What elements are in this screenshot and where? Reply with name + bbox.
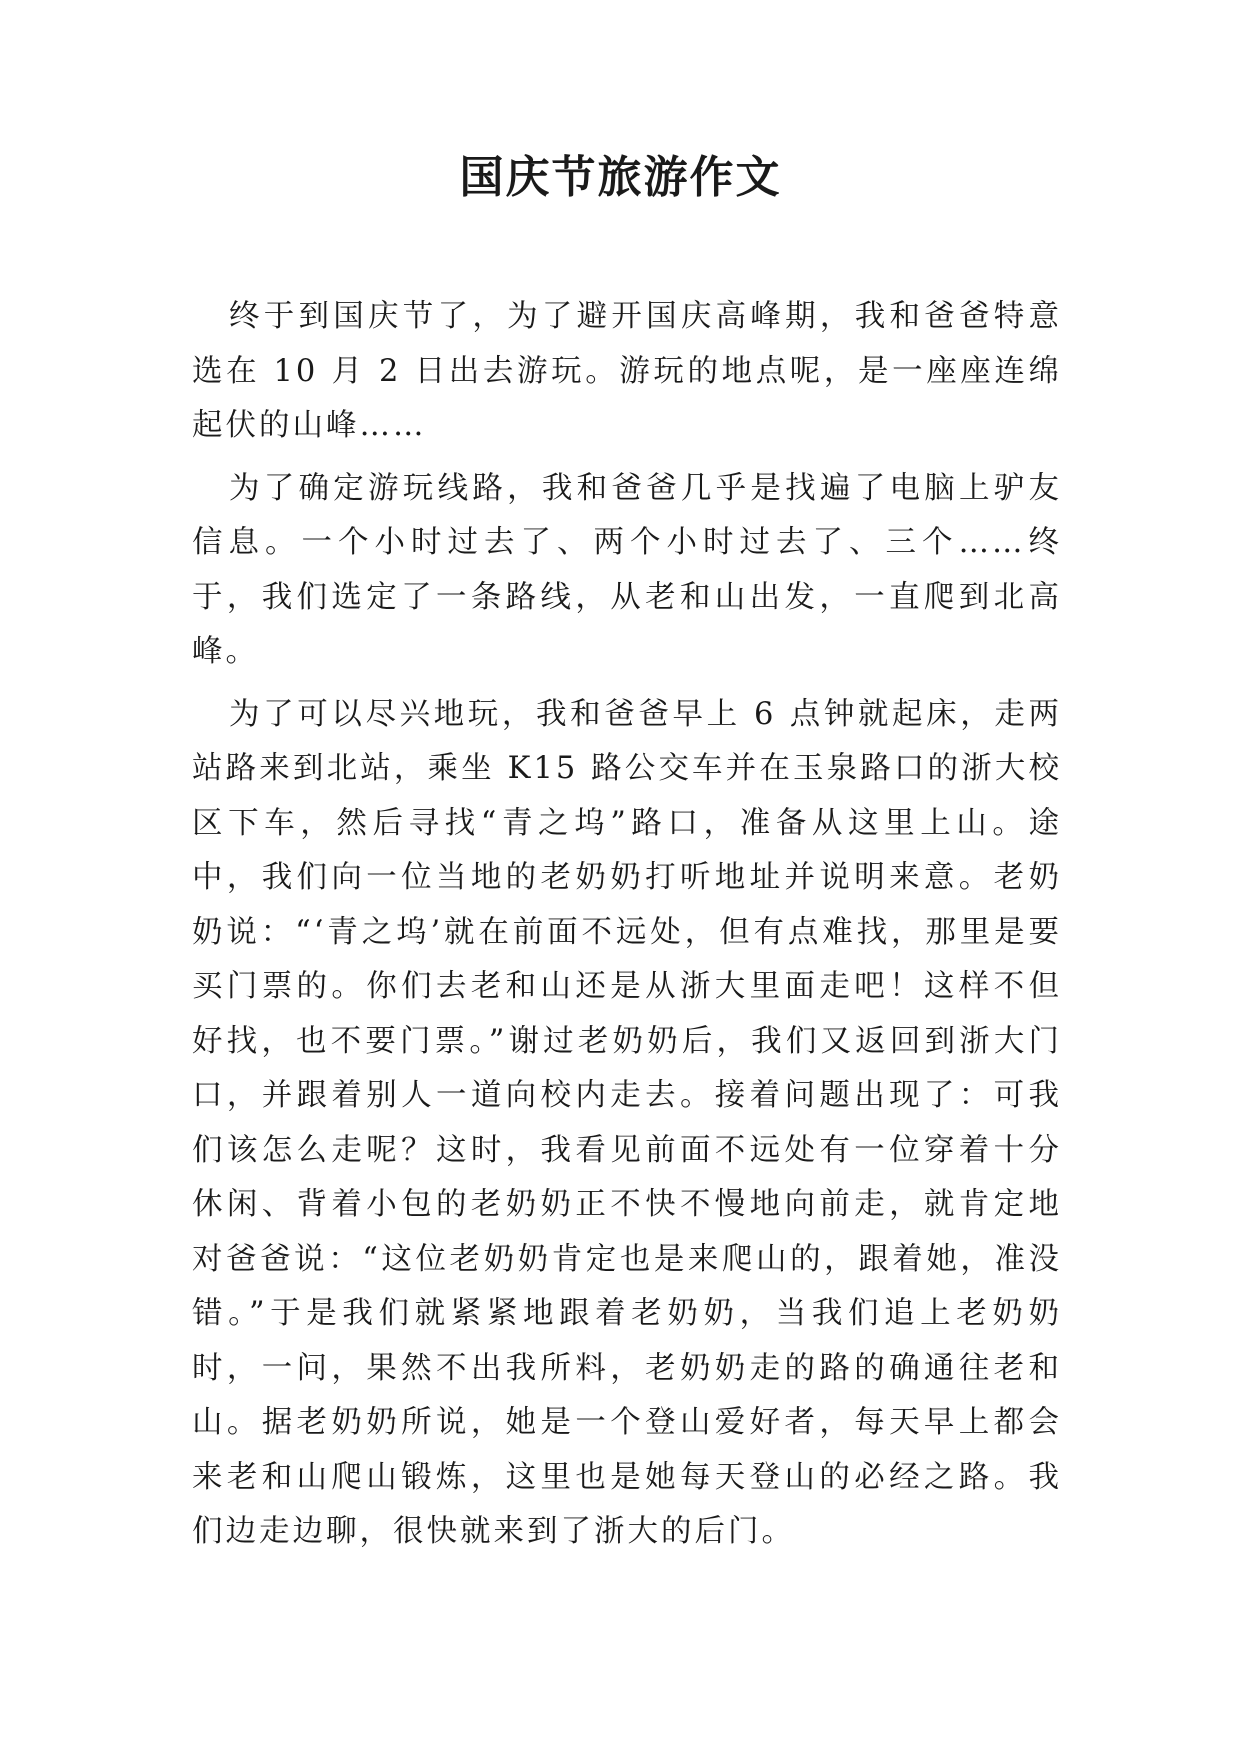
paragraph-2: 为了确定游玩线路，我和爸爸几乎是找遍了电脑上驴友信息。一个小时过去了、两个小时过去了、三个……终于，我们选定了一条路线，从老和山出发，一直爬到北高峰。 (192, 470, 1062, 669)
paragraph-1: 终于到国庆节了，为了避开国庆高峰期，我和爸爸特意选在 10 月 2 日出去游玩。游玩的地点呢，是一座座连绵起伏的山峰…… (192, 299, 1062, 443)
document-body (192, 290, 1062, 1568)
document-title: 国庆节旅游作文 (459, 152, 782, 203)
paragraph-3: 为了可以尽兴地玩，我和爸爸早上 6 点钟就起床，走两站路来到北站，乘坐 K15 路公交车并在玉泉路口的浙大校区下车，然后寻找“青之坞”路口，准备从这里上山。途中，我们向一位当地的老奶奶打听地址并说明来意。老奶奶说：“‘青之坞’就在前面不远处，但有点难找，那里是要买门票的。你们去老和山还是从浙大里面走吧！这样不但好找，也不要门票。”谢过老奶奶后，我们又返回到浙大门口，并跟着别人一道向校内走去。接着问题出现了：可我们该怎么走呢？这时，我看见前面不远处有一位穿着十分休闲、背着小包的老奶奶正不快不慢地向前走，就肯定地对爸爸说：“这位老奶奶肯定也是来爬山的，跟着她，准没错。”于是我们就紧紧地跟着老奶奶，当我们追上老奶奶时，一问，果然不出我所料，老奶奶走的路的确通往老和山。据老奶奶所说，她是一个登山爱好者，每天早上都会来老和山爬山锻炼，这里也是她每天登山的必经之路。我们边走边聊，很快就来到了浙大的后门。 (192, 696, 1062, 1549)
